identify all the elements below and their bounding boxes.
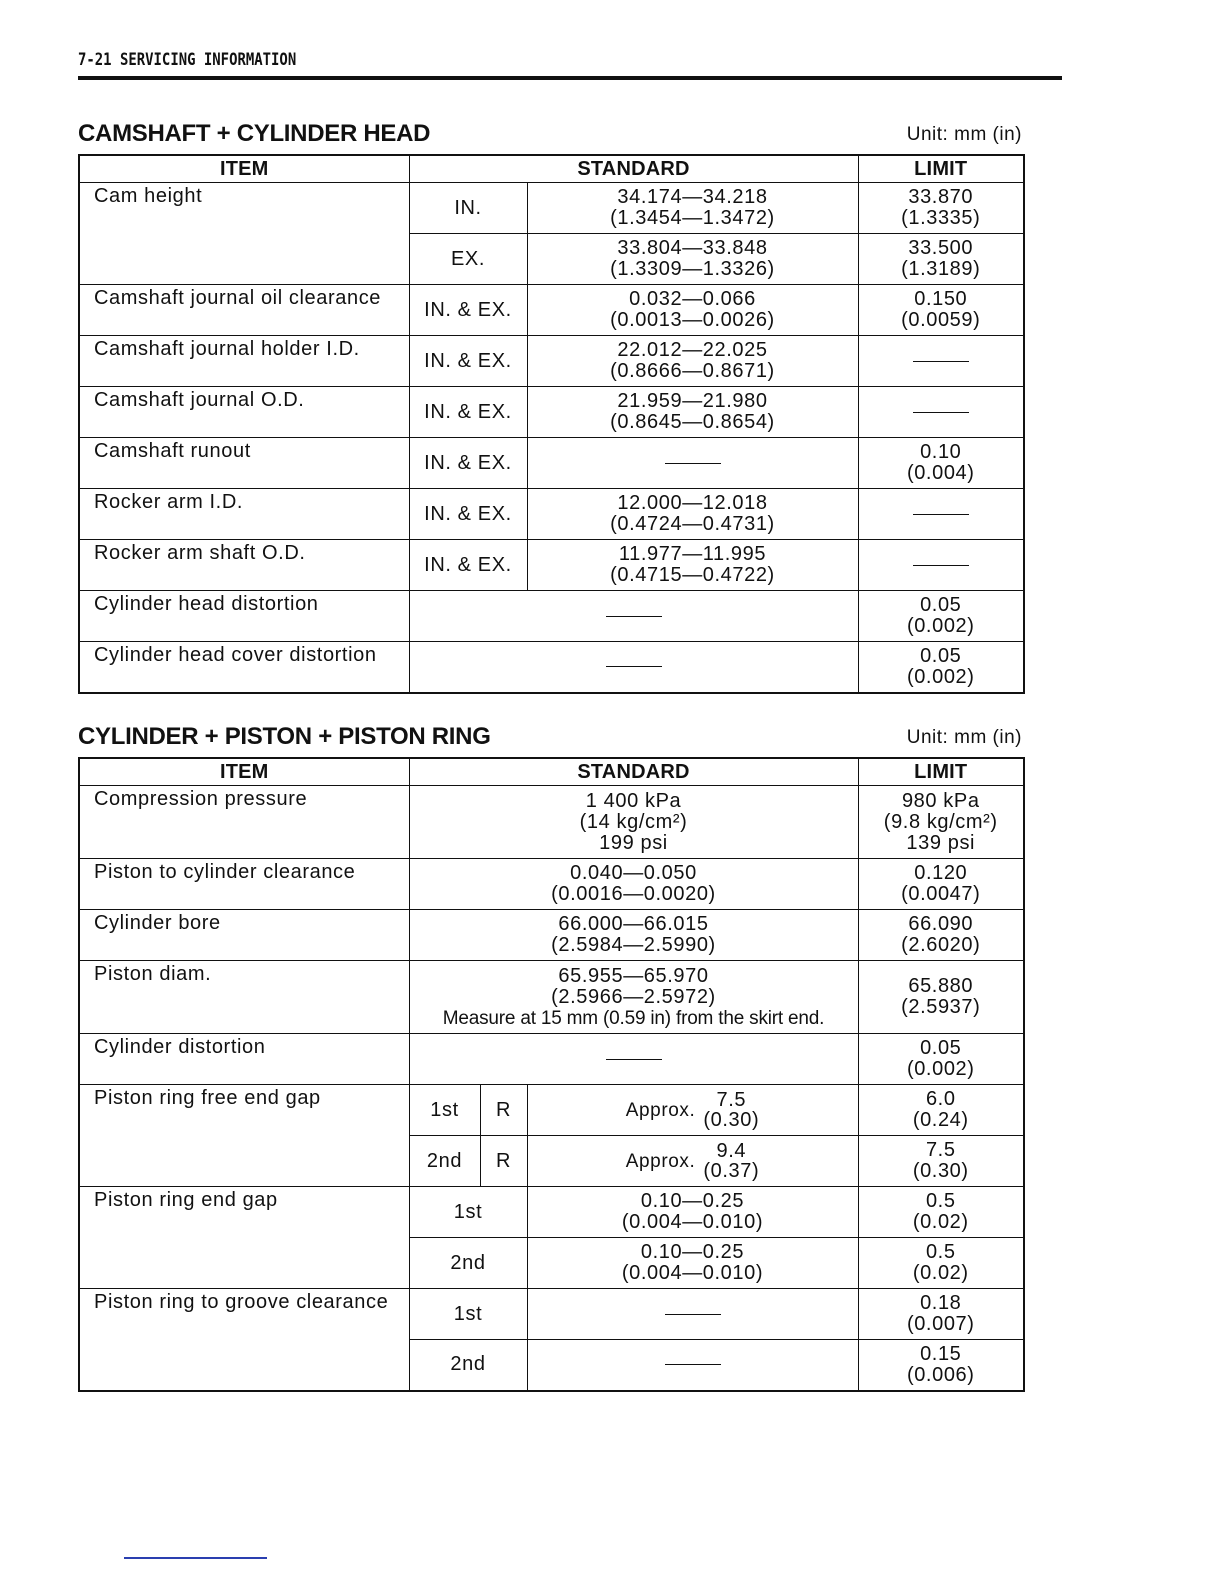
item-label: Compression pressure (79, 786, 409, 859)
item-label: Camshaft runout (79, 438, 409, 489)
item-label: Rocker arm I.D. (79, 489, 409, 540)
limit-value: 0.05 (0.002) (858, 591, 1024, 642)
standard-value: 65.955—65.970 (2.5966—2.5972) Measure at 15 mm (0.59 in) from the skirt end. (409, 961, 858, 1034)
standard-value (409, 1034, 858, 1085)
dash (913, 565, 969, 566)
item-label: Camshaft journal oil clearance (79, 285, 409, 336)
sub-label: IN. & EX. (409, 489, 527, 540)
item-label: Piston ring end gap (79, 1187, 409, 1289)
ring-label: 2nd (409, 1238, 527, 1289)
dash (665, 463, 721, 464)
item-label: Cylinder head distortion (79, 591, 409, 642)
item-label: Camshaft journal holder I.D. (79, 336, 409, 387)
table-row (79, 786, 1024, 859)
limit-value: 7.5 (0.30) (858, 1136, 1024, 1187)
sub-label: IN. & EX. (409, 387, 527, 438)
camshaft-unit: Unit: mm (in) (906, 124, 1022, 145)
table-row (79, 1034, 1024, 1085)
standard-value: 0.032—0.066 (0.0013—0.0026) (527, 285, 858, 336)
standard-value: 0.10—0.25 (0.004—0.010) (527, 1187, 858, 1238)
footer-divider (124, 1557, 267, 1559)
item-label: Rocker arm shaft O.D. (79, 540, 409, 591)
sub-label: IN. & EX. (409, 336, 527, 387)
standard-value: 12.000—12.018 (0.4724—0.4731) (527, 489, 858, 540)
sub-label: EX. (409, 234, 527, 285)
item-label: Camshaft journal O.D. (79, 387, 409, 438)
limit-value: 0.150 (0.0059) (858, 285, 1024, 336)
ring-label: 1st (409, 1289, 527, 1340)
sub-label: IN. & EX. (409, 438, 527, 489)
table-row (79, 489, 1024, 540)
standard-value: 1 400 kPa (14 kg/cm²) 199 psi (409, 786, 858, 859)
table-row (79, 183, 1024, 234)
dash (913, 361, 969, 362)
table-row (79, 336, 1024, 387)
limit-value: 33.500 (1.3189) (858, 234, 1024, 285)
ring-label: 2nd (409, 1136, 480, 1187)
standard-value: 0.040—0.050 (0.0016—0.0020) (409, 859, 858, 910)
header-limit: LIMIT (858, 758, 1024, 786)
table-row (79, 642, 1024, 693)
limit-value: 0.120 (0.0047) (858, 859, 1024, 910)
header-item: ITEM (79, 155, 409, 183)
standard-value: 66.000—66.015 (2.5984—2.5990) (409, 910, 858, 961)
ring-label: 1st (409, 1085, 480, 1136)
camshaft-spec-table (78, 154, 1025, 694)
item-label: Cylinder distortion (79, 1034, 409, 1085)
ring-mark: R (480, 1085, 527, 1136)
limit-value (858, 387, 1024, 438)
limit-value (858, 540, 1024, 591)
header-item: ITEM (79, 758, 409, 786)
dash (606, 616, 662, 617)
standard-value (409, 591, 858, 642)
standard-value: Approx. 9.4 (0.37) (527, 1136, 858, 1187)
standard-value: 11.977—11.995 (0.4715—0.4722) (527, 540, 858, 591)
table-row (79, 591, 1024, 642)
standard-value (409, 642, 858, 693)
dash (913, 412, 969, 413)
table-row (79, 438, 1024, 489)
standard-value (527, 1340, 858, 1391)
limit-value: 6.0 (0.24) (858, 1085, 1024, 1136)
item-label: Piston ring free end gap (79, 1085, 409, 1187)
limit-value: 0.18 (0.007) (858, 1289, 1024, 1340)
limit-value: 0.15 (0.006) (858, 1340, 1024, 1391)
item-label: Cam height (79, 183, 409, 285)
limit-value: 0.10 (0.004) (858, 438, 1024, 489)
standard-value: 33.804—33.848 (1.3309—1.3326) (527, 234, 858, 285)
sub-label: IN. (409, 183, 527, 234)
standard-value: 22.012—22.025 (0.8666—0.8671) (527, 336, 858, 387)
table-row (79, 910, 1024, 961)
limit-value (858, 489, 1024, 540)
table-row (79, 1187, 1024, 1238)
limit-value: 0.05 (0.002) (858, 1034, 1024, 1085)
limit-value: 0.5 (0.02) (858, 1238, 1024, 1289)
dash (606, 666, 662, 667)
standard-value (527, 1289, 858, 1340)
table-row (79, 1289, 1024, 1340)
sub-label: IN. & EX. (409, 285, 527, 336)
ring-mark: R (480, 1136, 527, 1187)
header-standard: STANDARD (409, 155, 858, 183)
limit-value (858, 336, 1024, 387)
camshaft-section-title: CAMSHAFT + CYLINDER HEAD (78, 120, 431, 147)
table-row (79, 1085, 1024, 1136)
cylinder-unit: Unit: mm (in) (906, 727, 1022, 748)
item-label: Cylinder head cover distortion (79, 642, 409, 693)
limit-value: 0.05 (0.002) (858, 642, 1024, 693)
dash (665, 1364, 721, 1365)
item-label: Piston diam. (79, 961, 409, 1034)
item-label: Piston ring to groove clearance (79, 1289, 409, 1391)
table-row (79, 540, 1024, 591)
limit-value: 65.880 (2.5937) (858, 961, 1024, 1034)
table-row (79, 387, 1024, 438)
dash (606, 1059, 662, 1060)
item-label: Piston to cylinder clearance (79, 859, 409, 910)
table-row (79, 859, 1024, 910)
limit-value: 33.870 (1.3335) (858, 183, 1024, 234)
limit-value: 66.090 (2.6020) (858, 910, 1024, 961)
standard-value (527, 438, 858, 489)
cylinder-spec-table (78, 757, 1025, 1392)
cylinder-section-title: CYLINDER + PISTON + PISTON RING (78, 723, 491, 750)
page-label: 7-21 SERVICING INFORMATION (78, 50, 297, 70)
standard-value: 0.10—0.25 (0.004—0.010) (527, 1238, 858, 1289)
dash (913, 514, 969, 515)
limit-value: 0.5 (0.02) (858, 1187, 1024, 1238)
table-row (79, 961, 1024, 1034)
sub-label: IN. & EX. (409, 540, 527, 591)
ring-label: 1st (409, 1187, 527, 1238)
dash (665, 1314, 721, 1315)
limit-value: 980 kPa (9.8 kg/cm²) 139 psi (858, 786, 1024, 859)
page-header (78, 50, 1062, 80)
standard-value: Approx. 7.5 (0.30) (527, 1085, 858, 1136)
header-limit: LIMIT (858, 155, 1024, 183)
standard-value: 21.959—21.980 (0.8645—0.8654) (527, 387, 858, 438)
ring-label: 2nd (409, 1340, 527, 1391)
item-label: Cylinder bore (79, 910, 409, 961)
standard-value: 34.174—34.218 (1.3454—1.3472) (527, 183, 858, 234)
table-row (79, 285, 1024, 336)
header-standard: STANDARD (409, 758, 858, 786)
